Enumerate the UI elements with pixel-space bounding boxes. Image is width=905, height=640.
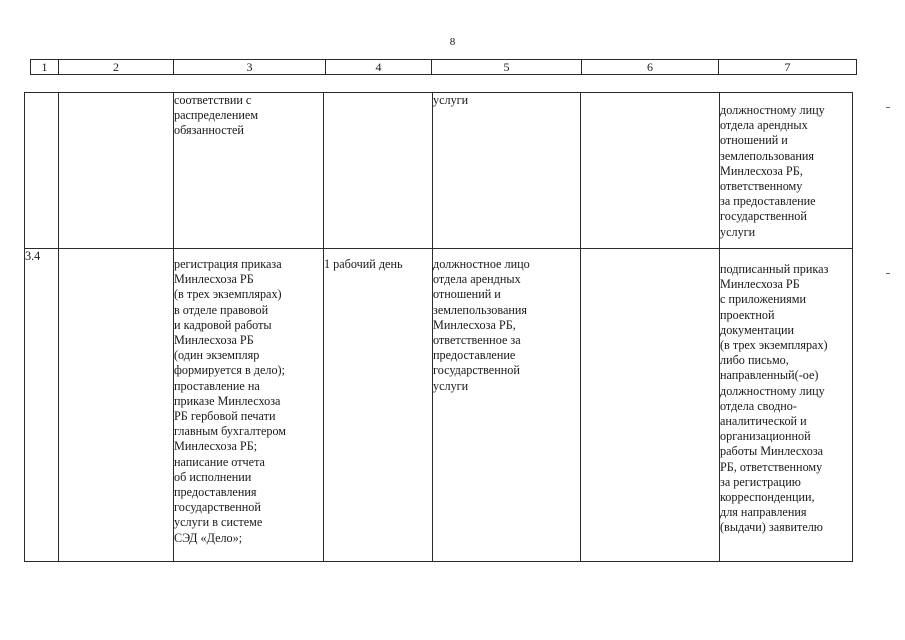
column-number: 4	[326, 60, 432, 75]
table-cell-col6	[581, 249, 720, 562]
column-number: 1	[31, 60, 59, 75]
step-number-cell: 3.4	[25, 249, 59, 562]
column-header-table	[30, 59, 857, 75]
table-cell-col2	[59, 93, 174, 249]
duration-cell: 1 рабочий день	[324, 249, 433, 562]
column-number: 3	[174, 60, 326, 75]
table-row	[25, 249, 853, 562]
margin-mark	[886, 107, 890, 108]
table-row	[25, 93, 853, 249]
table-cell-col6	[581, 93, 720, 249]
column-number: 5	[432, 60, 582, 75]
margin-mark	[886, 273, 890, 274]
table-cell-col2	[59, 249, 174, 562]
column-number: 6	[582, 60, 719, 75]
procedure-table	[24, 92, 853, 562]
responsible-person-cell: услуги	[433, 93, 581, 249]
action-description-cell: соответствии с распределением обязанностей	[174, 93, 324, 249]
column-number: 7	[719, 60, 857, 75]
duration-cell	[324, 93, 433, 249]
page-number: 8	[449, 36, 456, 48]
column-number-row	[31, 60, 857, 75]
column-number: 2	[59, 60, 174, 75]
action-description-cell: регистрация приказа Минлесхоза РБ (в трех экземплярах) в отделе правовой и кадровой работы Минлесхоза РБ (один экземпляр формируется в дело); проставление на приказе Минлесхоза РБ гербовой печати главным бухгалтером Минлесхоза РБ; написание отчета об исполнении предоставления государственной услуги в системе СЭД «Дело»;	[174, 249, 324, 562]
responsible-person-cell: должностное лицо отдела арендных отношений и землепользования Минлесхоза РБ, ответственное за предоставление государственной услуги	[433, 249, 581, 562]
step-number-cell	[25, 93, 59, 249]
result-cell: должностному лицу отдела арендных отношений и землепользования Минлесхоза РБ, ответственному за предоставление государственной услуги	[720, 93, 853, 249]
result-cell: подписанный приказ Минлесхоза РБ с приложениями проектной документации (в трех экземплярах) либо письмо, направленный(-ое) должностному лицу отдела сводно- аналитической и организационной работы Минлесхоза РБ, ответственному за регистрацию корреспонденции, для направления (выдачи) заявителю	[720, 249, 853, 562]
